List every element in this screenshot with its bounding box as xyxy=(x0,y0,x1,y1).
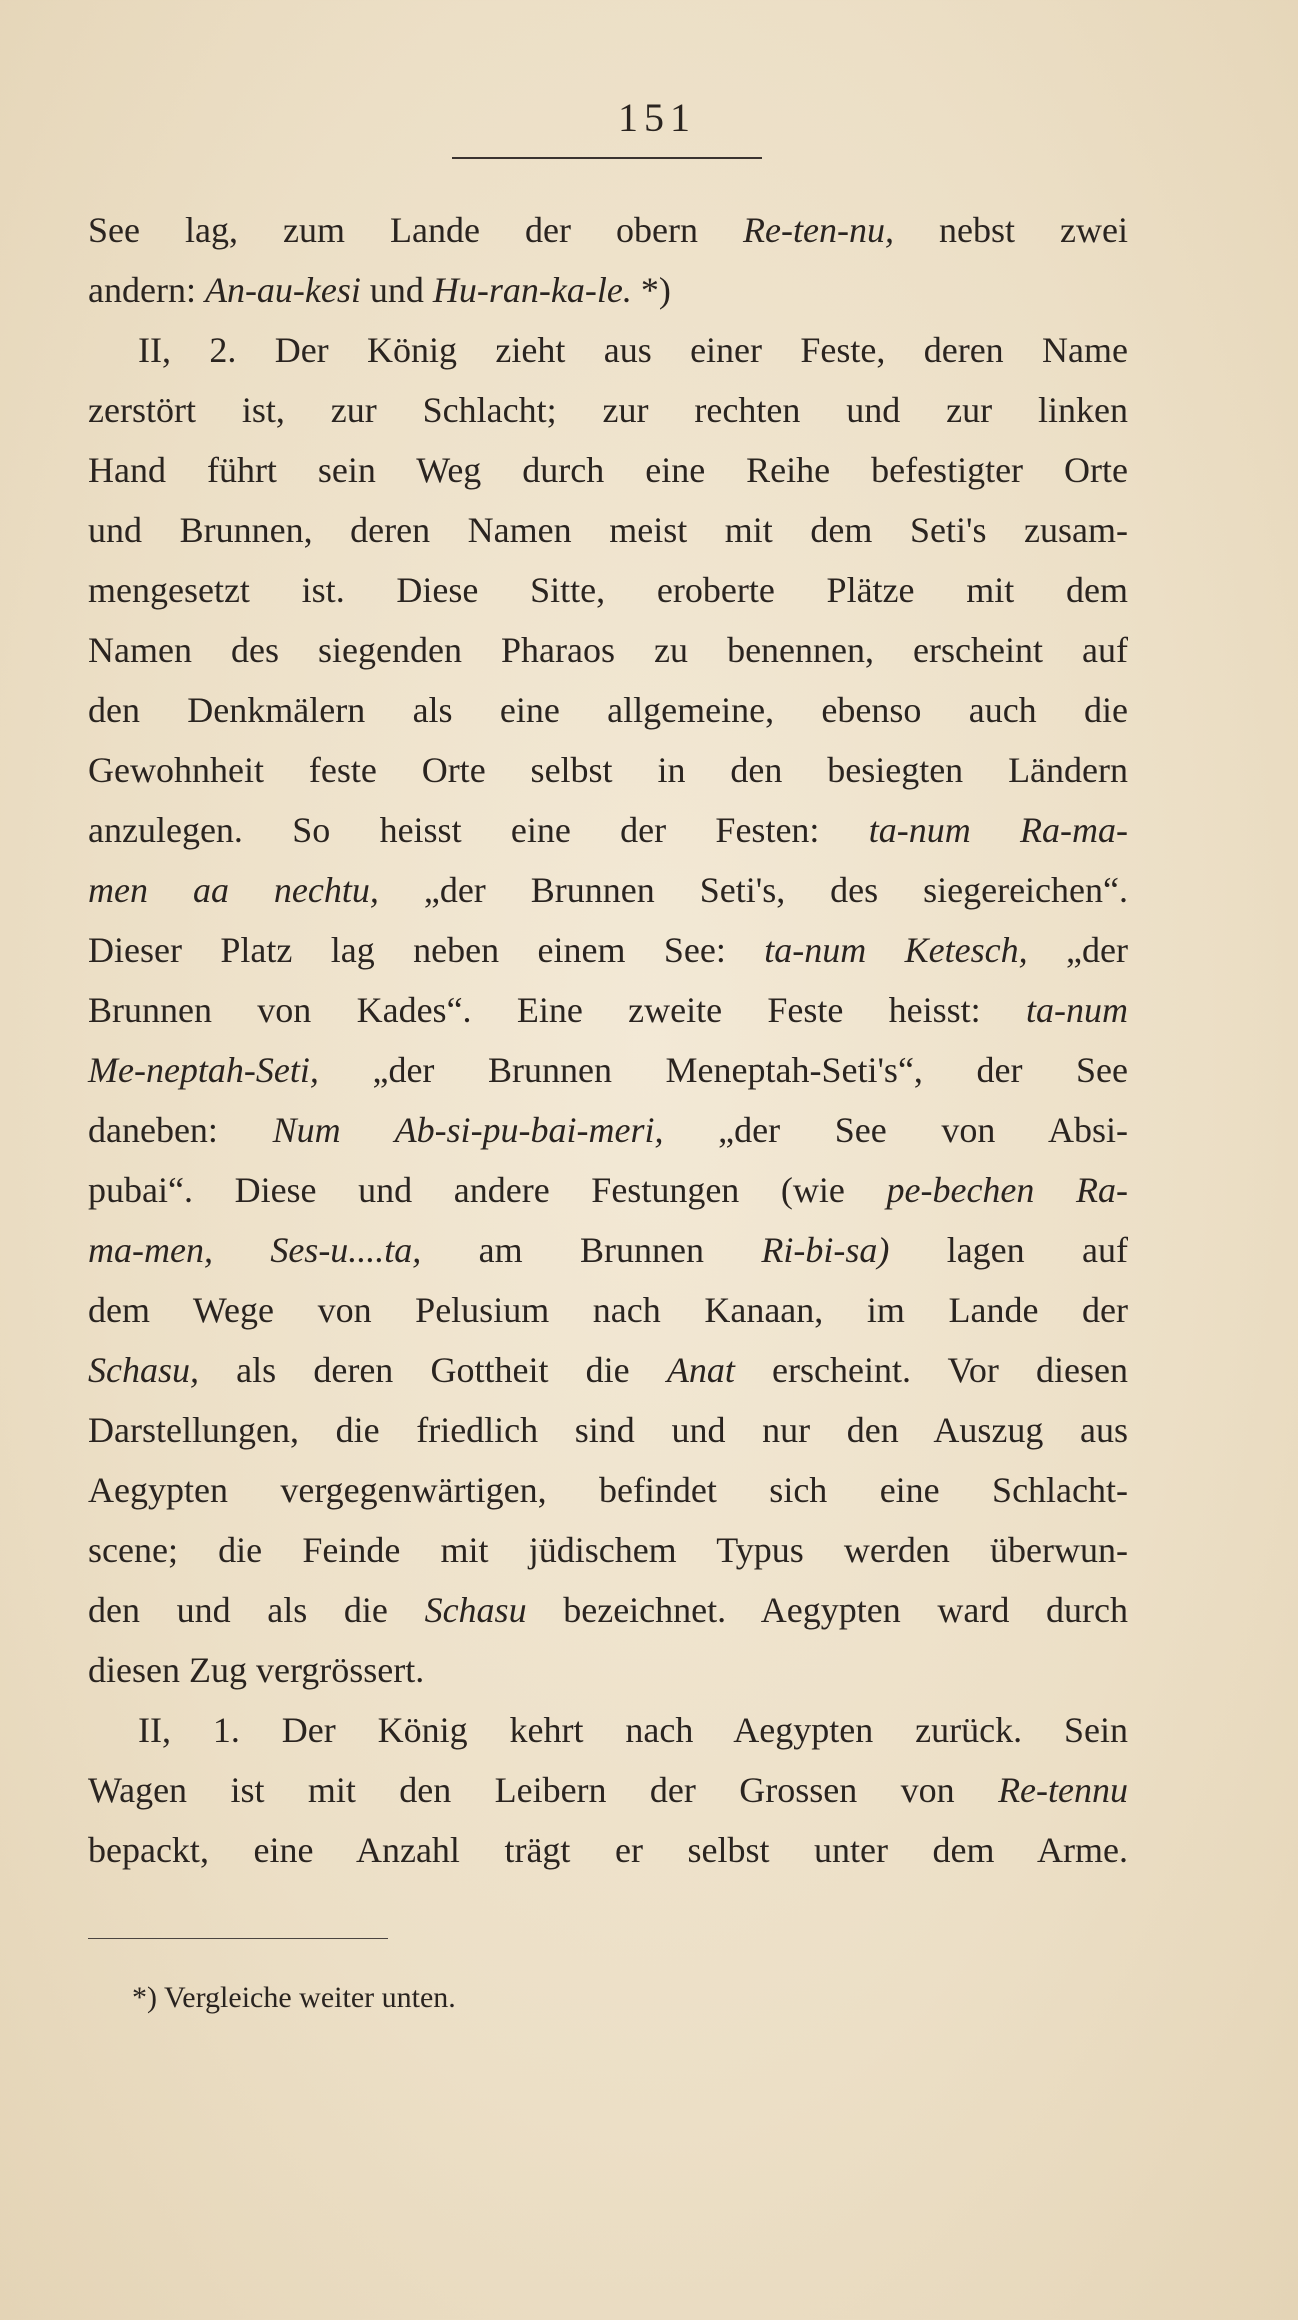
text-run: Dieser Platz lag neben einem See: xyxy=(88,930,765,970)
text-run: nebst zwei xyxy=(893,210,1128,250)
text-run: mengesetzt ist. Diese Sitte, eroberte Plätze mit dem xyxy=(88,570,1128,610)
text-line xyxy=(88,1700,1128,1760)
italic-text-run: ta-num xyxy=(1026,990,1128,1030)
italic-text-run: Me-neptah-Seti, xyxy=(88,1050,319,1090)
text-run: Gewohnheit feste Orte selbst in den besiegten Ländern xyxy=(88,750,1128,790)
text-line xyxy=(88,740,1128,800)
text-line xyxy=(88,860,1128,920)
header-rule xyxy=(452,157,762,159)
italic-text-run: Ri-bi-sa) xyxy=(761,1230,890,1270)
italic-text-run: An-au-kesi xyxy=(204,270,361,310)
text-run: II, 2. Der König zieht aus einer Feste, deren Name xyxy=(138,330,1128,370)
italic-text-run: Re-tennu xyxy=(998,1770,1128,1810)
text-run: Namen des siegenden Pharaos zu benennen, erscheint auf xyxy=(88,630,1128,670)
italic-text-run: Re-ten-nu, xyxy=(743,210,894,250)
text-line xyxy=(88,920,1128,980)
text-run: II, 1. Der König kehrt nach Aegypten zurück. Sein xyxy=(138,1710,1128,1750)
text-run: Brunnen von Kades“. Eine zweite Feste heisst: xyxy=(88,990,1026,1030)
text-run: und Brunnen, deren Namen meist mit dem Seti's zusam- xyxy=(88,510,1128,550)
text-line xyxy=(88,260,1128,320)
text-run: lagen auf xyxy=(889,1230,1128,1270)
text-line xyxy=(88,620,1128,680)
body-text xyxy=(88,200,1128,1880)
text-line xyxy=(88,200,1128,260)
text-run: „der See von Absi- xyxy=(663,1110,1129,1150)
footnote-rule xyxy=(88,1938,388,1939)
text-run: See lag, zum Lande der obern xyxy=(88,210,744,250)
text-line xyxy=(88,680,1128,740)
text-line xyxy=(88,800,1128,860)
text-run: dem Wege von Pelusium nach Kanaan, im Lande der xyxy=(88,1290,1128,1330)
italic-text-run: Num Ab-si-pu-bai-meri, xyxy=(272,1110,664,1150)
italic-text-run: Anat xyxy=(666,1350,735,1390)
footnote: *) Vergleiche weiter unten. xyxy=(132,1981,456,2014)
text-line xyxy=(88,980,1128,1040)
text-run: als deren Gottheit die xyxy=(199,1350,667,1390)
text-run: Aegypten vergegenwärtigen, befindet sich eine Schlacht- xyxy=(88,1470,1128,1510)
text-run: anzulegen. So heisst eine der Festen: xyxy=(88,810,869,850)
text-run: Hand führt sein Weg durch eine Reihe befestigter Orte xyxy=(88,450,1128,490)
text-run: am Brunnen xyxy=(421,1230,762,1270)
italic-text-run: men aa nechtu, xyxy=(88,870,379,910)
text-run: und xyxy=(360,270,433,310)
italic-text-run: ta-num Ra-ma- xyxy=(868,810,1128,850)
text-line xyxy=(88,1760,1128,1820)
italic-text-run: Hu-ran-ka-le. xyxy=(432,270,632,310)
text-line xyxy=(88,1520,1128,1580)
text-run: „der Brunnen Meneptah-Seti's“, der See xyxy=(318,1050,1128,1090)
text-line xyxy=(88,560,1128,620)
text-line xyxy=(88,1820,1128,1880)
page-number: 151 xyxy=(618,95,696,140)
text-line xyxy=(88,1640,1128,1700)
text-line xyxy=(88,1580,1128,1640)
text-run: andern: xyxy=(88,270,205,310)
text-run: erscheint. Vor diesen xyxy=(734,1350,1128,1390)
text-run: Darstellungen, die friedlich sind und nur den Auszug aus xyxy=(88,1410,1128,1450)
text-run: „der Brunnen Seti's, des siegereichen“. xyxy=(378,870,1128,910)
italic-text-run: ta-num Ketesch, xyxy=(764,930,1028,970)
text-line xyxy=(88,1040,1128,1100)
text-run: daneben: xyxy=(88,1110,273,1150)
text-run: diesen Zug vergrössert. xyxy=(88,1650,425,1690)
text-line xyxy=(88,1160,1128,1220)
italic-text-run: ma-men, Ses-u....ta, xyxy=(88,1230,422,1270)
text-run: *) xyxy=(631,270,671,310)
text-run: „der xyxy=(1027,930,1128,970)
text-run: bezeichnet. Aegypten ward durch xyxy=(526,1590,1128,1630)
text-line xyxy=(88,320,1128,380)
text-line xyxy=(88,1220,1128,1280)
text-run: den Denkmälern als eine allgemeine, ebenso auch die xyxy=(88,690,1128,730)
text-line xyxy=(88,440,1128,500)
text-line xyxy=(88,1280,1128,1340)
text-line xyxy=(88,1100,1128,1160)
text-line xyxy=(88,380,1128,440)
italic-text-run: pe-bechen Ra- xyxy=(886,1170,1128,1210)
text-run: pubai“. Diese und andere Festungen (wie xyxy=(88,1170,887,1210)
text-run: zerstört ist, zur Schlacht; zur rechten und zur linken xyxy=(88,390,1128,430)
text-line xyxy=(88,1460,1128,1520)
text-run: bepackt, eine Anzahl trägt er selbst unter dem Arme. xyxy=(88,1830,1128,1870)
italic-text-run: Schasu, xyxy=(88,1350,199,1390)
text-line xyxy=(88,1400,1128,1460)
italic-text-run: Schasu xyxy=(424,1590,527,1630)
text-run: scene; die Feinde mit jüdischem Typus werden überwun- xyxy=(88,1530,1128,1570)
text-run: den und als die xyxy=(88,1590,425,1630)
text-line xyxy=(88,500,1128,560)
text-run: Wagen ist mit den Leibern der Grossen von xyxy=(88,1770,999,1810)
text-line xyxy=(88,1340,1128,1400)
